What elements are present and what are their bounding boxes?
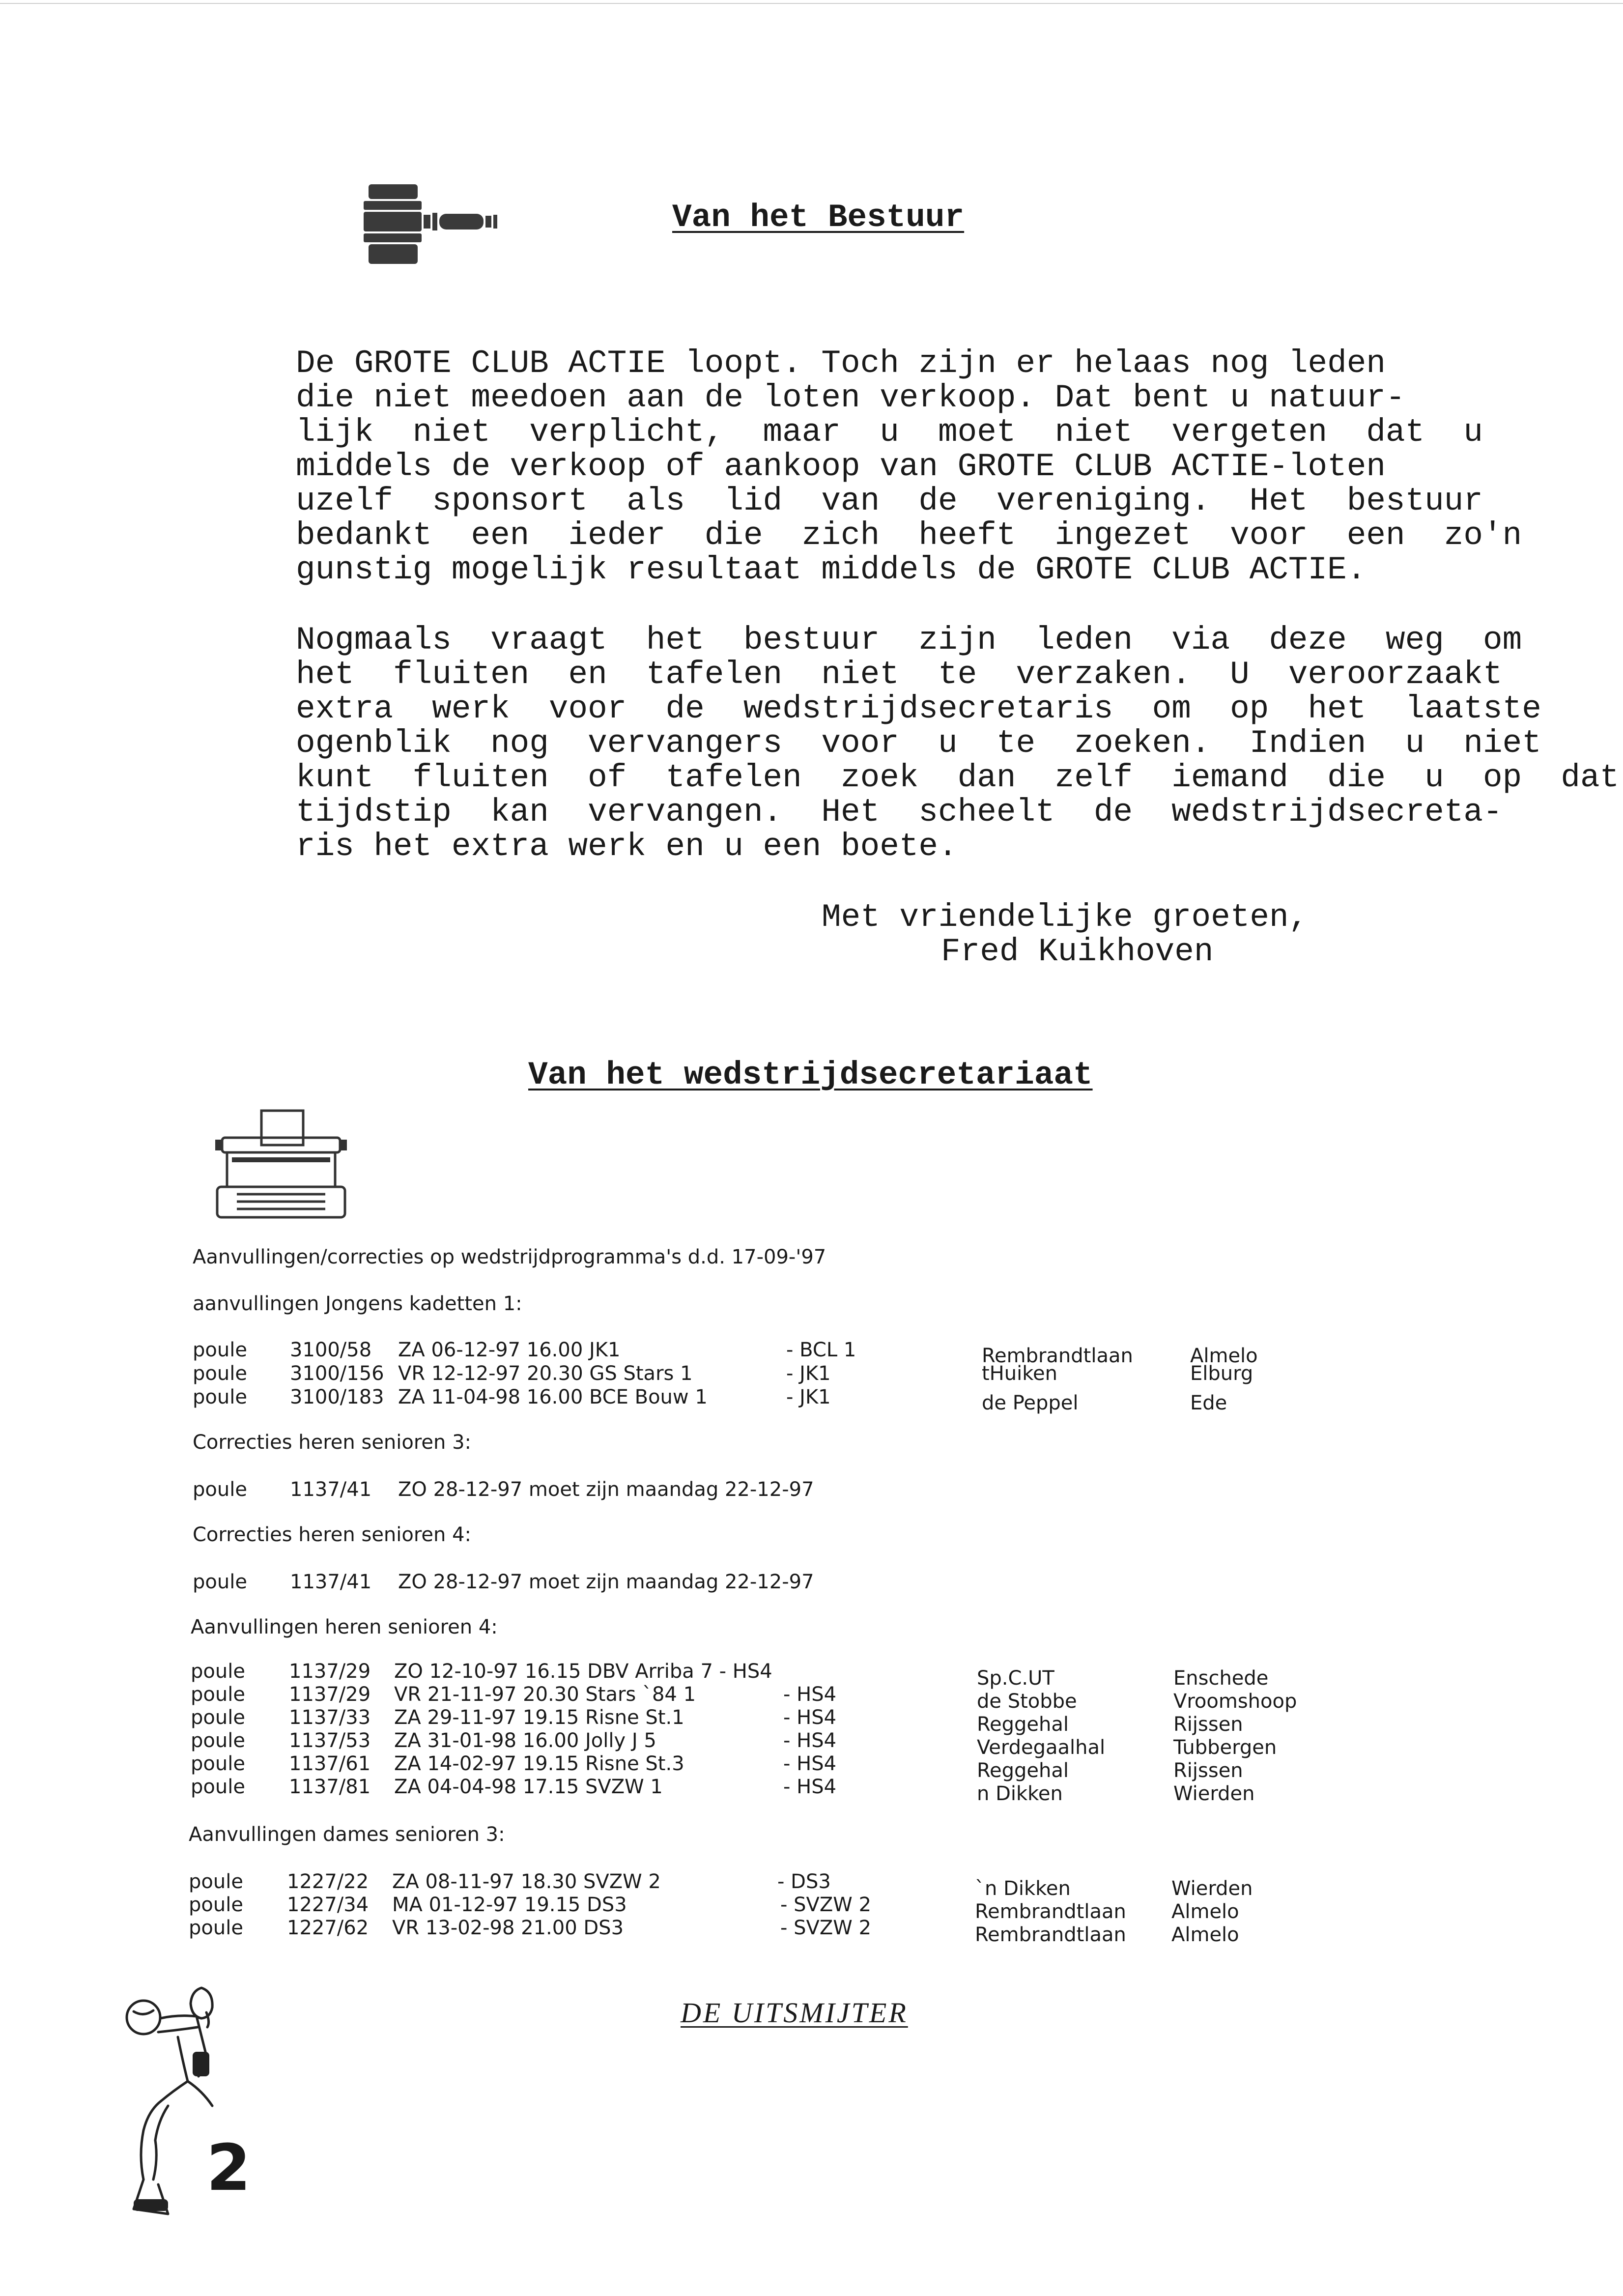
text-line: middels de verkoop of aankoop van GROTE CLUB ACTIE-loten — [296, 448, 1386, 485]
cell-poule: poule — [191, 1729, 245, 1752]
text-line: De GROTE CLUB ACTIE loopt. Toch zijn er helaas nog leden — [296, 345, 1386, 382]
bestuur-heading: Van het Bestuur — [672, 199, 965, 236]
text-line: ogenblik nog vervangers voor u te zoeken. Indien u niet — [296, 725, 1541, 762]
cell-venue: tHuiken — [982, 1362, 1057, 1385]
text-line: ris het extra werk en u een boete. — [296, 828, 958, 865]
section-title-kadetten: aanvullingen Jongens kadetten 1: — [193, 1292, 522, 1315]
cell-opponent: - JK1 — [786, 1386, 831, 1408]
signature-name: Fred Kuikhoven — [941, 933, 1214, 970]
cell-venue: Sp.C.UT — [977, 1667, 1054, 1690]
cell-poule: poule — [191, 1683, 245, 1706]
cell-match-details: ZA 04-04-98 17.15 SVZW 1 — [394, 1776, 663, 1798]
cell-match-number: 3100/156 — [290, 1362, 384, 1385]
text-line: extra werk voor de wedstrijdsecretaris om op het laatste — [296, 690, 1541, 727]
cell-city: Rijssen — [1173, 1713, 1243, 1736]
cell-opponent: - DS3 — [777, 1870, 831, 1893]
text-line: lijk niet verplicht, maar u moet niet vergeten dat u — [296, 414, 1483, 451]
bestuur-paragraph-2 — [296, 622, 1620, 865]
cell-match-number: 1137/29 — [289, 1683, 371, 1706]
secretariaat-intro: Aanvullingen/correcties op wedstrijdprogramma's d.d. 17-09-'97 — [193, 1246, 826, 1268]
cell-match-details: ZO 12-10-97 16.15 DBV Arriba 7 - HS4 — [394, 1660, 772, 1683]
cell-venue: n Dikken — [977, 1782, 1063, 1805]
cell-match-number: 3100/58 — [290, 1339, 372, 1361]
cell-match-number: 1137/29 — [289, 1660, 371, 1683]
cell-opponent: - HS4 — [783, 1706, 837, 1729]
cell-city: Enschede — [1173, 1667, 1269, 1690]
cell-poule: poule — [191, 1752, 245, 1775]
cell-venue: Verdegaalhal — [977, 1736, 1106, 1759]
cell-city: Rijssen — [1173, 1759, 1243, 1782]
cell-venue: Rembrandtlaan — [975, 1923, 1126, 1946]
cell-match-details: MA 01-12-97 19.15 DS3 — [392, 1894, 627, 1916]
cell-city: Elburg — [1190, 1362, 1253, 1385]
cell-venue: Rembrandtlaan — [982, 1345, 1133, 1367]
scan-top-edge — [0, 3, 1623, 4]
cell-opponent: - HS4 — [783, 1683, 837, 1706]
text-line: uzelf sponsort als lid van de vereniging. Het bestuur — [296, 483, 1483, 519]
cell-match-details: ZA 11-04-98 16.00 BCE Bouw 1 — [398, 1386, 708, 1408]
cell-poule: poule — [193, 1339, 247, 1361]
cell-city: Wierden — [1173, 1782, 1255, 1805]
cell-opponent: - BCL 1 — [786, 1339, 856, 1361]
cell-city: Wierden — [1171, 1877, 1253, 1900]
secretariaat-heading: Van het wedstrijdsecretariaat — [528, 1057, 1093, 1093]
cell-city: Almelo — [1171, 1900, 1239, 1923]
typewriter-icon — [212, 1108, 350, 1221]
cell-city: Vroomshoop — [1173, 1690, 1297, 1713]
section-title-heren-4-aanvullingen: Aanvullingen heren senioren 4: — [191, 1616, 498, 1638]
cell-match-number: 1227/22 — [287, 1870, 369, 1893]
cell-match-details: ZA 14-02-97 19.15 Risne St.3 — [394, 1752, 684, 1775]
cell-match-details: ZO 28-12-97 moet zijn maandag 22-12-97 — [398, 1571, 814, 1593]
cell-poule: poule — [193, 1478, 247, 1501]
cell-match-details: ZA 08-11-97 18.30 SVZW 2 — [392, 1870, 661, 1893]
cell-match-details: VR 12-12-97 20.30 GS Stars 1 — [398, 1362, 693, 1385]
cell-opponent: - JK1 — [786, 1362, 831, 1385]
bestuur-paragraph-1 — [296, 345, 1522, 588]
cell-match-number: 1137/53 — [289, 1729, 371, 1752]
cell-match-number: 1227/62 — [287, 1917, 369, 1939]
cell-poule: poule — [191, 1776, 245, 1798]
cell-opponent: - HS4 — [783, 1729, 837, 1752]
cell-poule: poule — [189, 1870, 243, 1893]
cell-poule: poule — [193, 1386, 247, 1408]
text-line: het fluiten en tafelen niet te verzaken. U veroorzaakt — [296, 656, 1503, 693]
cell-opponent: - SVZW 2 — [780, 1894, 872, 1916]
cell-match-number: 1137/33 — [289, 1706, 371, 1729]
cell-poule: poule — [191, 1660, 245, 1683]
cell-match-details: VR 13-02-98 21.00 DS3 — [392, 1917, 624, 1939]
cell-match-number: 3100/183 — [290, 1386, 384, 1408]
text-line: kunt fluiten of tafelen zoek dan zelf iemand die u op dat — [296, 759, 1620, 796]
cell-venue: Reggehal — [977, 1713, 1069, 1736]
text-line: tijdstip kan vervangen. Het scheelt de wedstrijdsecreta- — [296, 794, 1503, 831]
cell-venue: `n Dikken — [975, 1877, 1071, 1900]
text-line: gunstig mogelijk resultaat middels de GROTE CLUB ACTIE. — [296, 551, 1367, 588]
cell-match-number: 1137/41 — [290, 1478, 372, 1501]
cell-venue: de Stobbe — [977, 1690, 1077, 1713]
closing-greeting: Met vriendelijke groeten, — [822, 899, 1309, 936]
cell-match-details: ZO 28-12-97 moet zijn maandag 22-12-97 — [398, 1478, 814, 1501]
cell-match-details: ZA 06-12-97 16.00 JK1 — [398, 1339, 621, 1361]
cell-venue: Reggehal — [977, 1759, 1069, 1782]
cell-match-number: 1137/41 — [290, 1571, 372, 1593]
cell-city: Almelo — [1190, 1345, 1258, 1367]
cell-venue: de Peppel — [982, 1392, 1079, 1414]
cell-opponent: - HS4 — [783, 1776, 837, 1798]
cell-poule: poule — [189, 1917, 243, 1939]
section-title-heren-3-correcties: Correcties heren senioren 3: — [193, 1431, 472, 1454]
cell-match-details: VR 21-11-97 20.30 Stars `84 1 — [394, 1683, 696, 1706]
text-line: die niet meedoen aan de loten verkoop. Dat bent u natuur- — [296, 379, 1405, 416]
cell-city: Ede — [1190, 1392, 1227, 1414]
cell-match-details: ZA 31-01-98 16.00 Jolly J 5 — [394, 1729, 656, 1752]
cell-venue: Rembrandtlaan — [975, 1900, 1126, 1923]
section-title-dames-3-aanvullingen: Aanvullingen dames senioren 3: — [189, 1823, 505, 1846]
text-line: Nogmaals vraagt het bestuur zijn leden via deze weg om — [296, 622, 1522, 659]
cell-poule: poule — [191, 1706, 245, 1729]
text-line: bedankt een ieder die zich heeft ingezet voor een zo'n — [296, 517, 1522, 554]
cell-poule: poule — [189, 1894, 243, 1916]
page-number: 2 — [206, 2130, 251, 2205]
section-title-heren-4-correcties: Correcties heren senioren 4: — [193, 1523, 472, 1546]
cell-opponent: - SVZW 2 — [780, 1917, 872, 1939]
gavel-icon — [364, 184, 526, 268]
cell-opponent: - HS4 — [783, 1752, 837, 1775]
cell-match-details: ZA 29-11-97 19.15 Risne St.1 — [394, 1706, 684, 1729]
cell-match-number: 1137/61 — [289, 1752, 371, 1775]
cell-poule: poule — [193, 1571, 247, 1593]
cell-match-number: 1137/81 — [289, 1776, 371, 1798]
newsletter-title: DE UITSMIJTER — [681, 1997, 908, 2029]
cell-poule: poule — [193, 1362, 247, 1385]
cell-city: Tubbergen — [1173, 1736, 1277, 1759]
cell-city: Almelo — [1171, 1923, 1239, 1946]
cell-match-number: 1227/34 — [287, 1894, 369, 1916]
